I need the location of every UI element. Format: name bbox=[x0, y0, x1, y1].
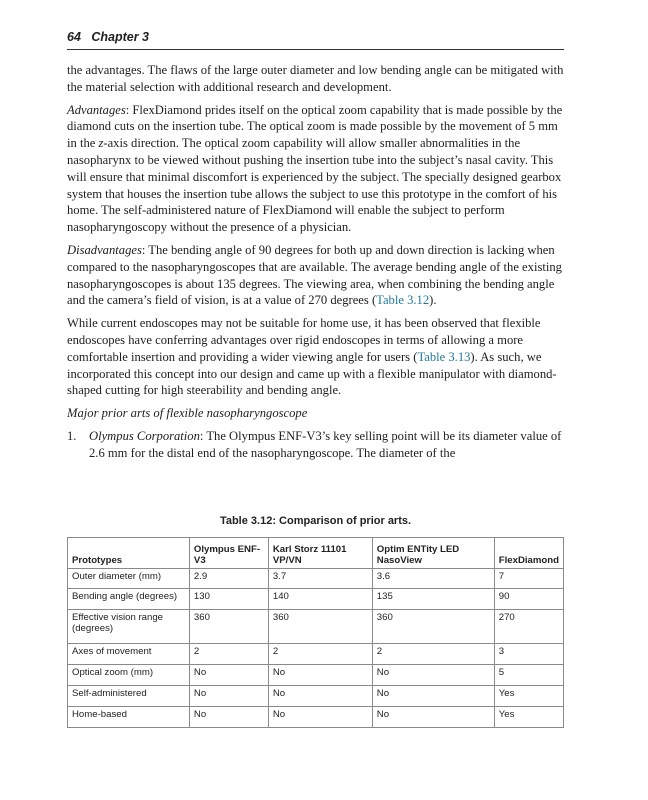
header-prototypes: Prototypes bbox=[68, 538, 190, 569]
table-3-13-link[interactable]: Table 3.13 bbox=[417, 349, 471, 364]
paragraph-disadvantages: Disadvantages: The bending angle of 90 degrees for both up and down direction is lacking when compared to the nasopharyngoscopes that are available. The average bending angle of the existing nasopharyngoscopes is about 135 degrees. The viewing area, when combining the bending angle and the camera’s field of vision, is at a value of 270 degrees (Table 3.12). bbox=[67, 242, 562, 308]
table-row: Effective vision range (degrees) 360 360 360 270 bbox=[68, 610, 564, 644]
table-row: Home-based No No No Yes bbox=[68, 707, 564, 728]
paragraph-4: While current endoscopes may not be suitable for home use, it has been observed that flexible endoscopes have conferring advantages over rigid endoscopes in terms of allowing a more comfortable insertion and providing a wider viewing angle for users (Table 3.13). As such, we incorporated this concept into our design and came up with a flexible manipulator with diamond-shaped cutting for high steerability and bending angle. bbox=[67, 316, 557, 398]
chapter-label: Chapter 3 bbox=[91, 30, 149, 44]
table-row: Self-administered No No No Yes bbox=[68, 686, 564, 707]
header-rule bbox=[67, 49, 564, 50]
header-flexdiamond: FlexDiamond bbox=[494, 538, 563, 569]
table-row: Outer diameter (mm) 2.9 3.7 3.6 7 bbox=[68, 569, 564, 589]
paragraph-1: the advantages. The flaws of the large outer diameter and low bending angle can be mitigated with the material selection with additional research and development. bbox=[67, 63, 564, 94]
disadvantages-lead: Disadvantages bbox=[67, 242, 142, 257]
body-text bbox=[67, 62, 566, 462]
table-row: Bending angle (degrees) 130 140 135 90 bbox=[68, 589, 564, 610]
table-row: Axes of movement 2 2 2 3 bbox=[68, 644, 564, 665]
table-3-12-link[interactable]: Table 3.12 bbox=[376, 293, 430, 308]
table-caption: Table 3.12: Comparison of prior arts. bbox=[219, 515, 412, 527]
header-optim: Optim ENTity LED NasoView bbox=[372, 538, 494, 569]
list-lead: Olympus Corporation bbox=[89, 428, 200, 443]
paragraph-advantages: Advantages: FlexDiamond prides itself on the optical zoom capability that is made possible by the diamond cuts on the insertion tube. The optical zoom is made possible by the movement of 5 mm in the z-axis direction. The optical zoom capability will allow smaller abnormalities in the nasopharynx to be viewed without pushing the insertion tube into the subject’s nasal cavity. This will ensure that minimal discomfort is experienced by the subject. The specially designed gearbox system that houses the insertion tube allows the subject to use this prototype in the comfort of his home. The self-administered nature of FlexDiamond will enable the subject to perform nasopharyngoscopy without the presence of a physician. bbox=[67, 102, 563, 235]
table-header-row bbox=[68, 538, 564, 569]
list-number: 1. bbox=[67, 428, 77, 443]
page-number: 64 bbox=[67, 30, 81, 44]
list-text: : The Olympus ENF-V3’s key selling point will be its diameter value of 2.6 mm for the distal end of the nasopharyngoscope. The diameter of the bbox=[89, 428, 562, 460]
list-item bbox=[67, 428, 566, 462]
advantages-lead: Advantages bbox=[67, 102, 126, 117]
comparison-table bbox=[67, 537, 564, 728]
header-karl-storz: Karl Storz 11101 VP/VN bbox=[268, 538, 372, 569]
running-header bbox=[67, 30, 564, 44]
header-olympus: Olympus ENF-V3 bbox=[189, 538, 268, 569]
subheading: Major prior arts of flexible nasopharyngoscope bbox=[67, 406, 308, 421]
table-row: Optical zoom (mm) No No No 5 bbox=[68, 665, 564, 686]
